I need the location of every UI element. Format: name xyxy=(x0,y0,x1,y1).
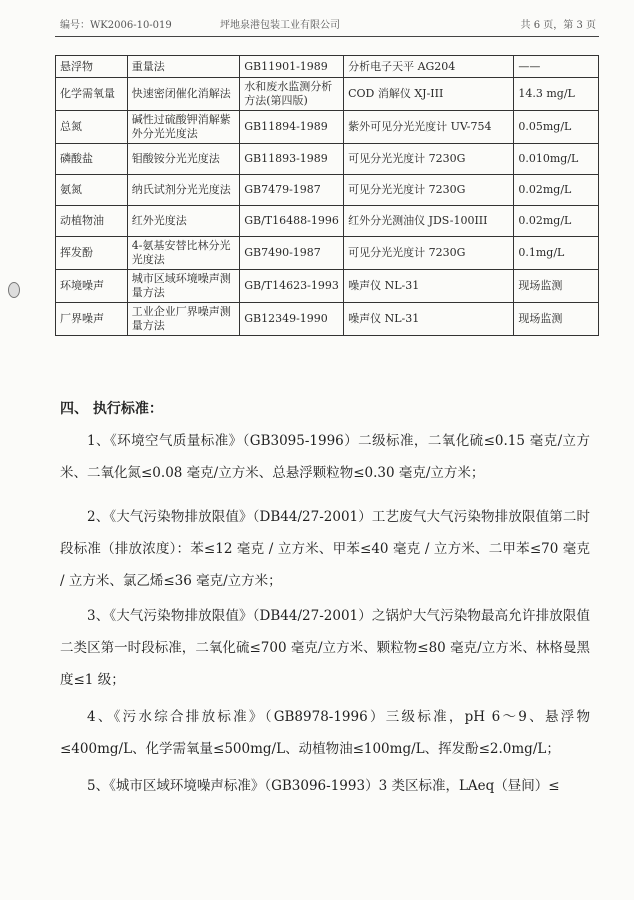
page-header xyxy=(60,12,596,32)
item-cell: 悬浮物 xyxy=(56,56,128,78)
instrument-cell: 紫外可见分光光度计 UV-754 xyxy=(344,111,514,144)
limit-cell: 14.3 mg/L xyxy=(514,78,599,111)
instrument-cell: 可见分光光度计 7230G xyxy=(344,175,514,206)
instrument-cell: COD 消解仪 XJ-III xyxy=(344,78,514,111)
instrument-cell: 噪声仪 NL-31 xyxy=(344,303,514,336)
method-cell: 纳氏试剂分光光度法 xyxy=(127,175,239,206)
standard-paragraph-2: 2、《大气污染物排放限值》（DB44/27-2001）工艺废气大气污染物排放限值第二时段标准（排放浓度）：苯≤12 毫克 / 立方米、甲苯≤40 毫克 / 立方米、二甲苯≤70 毫克 / 立方米、氯乙烯≤36 毫克/立方米； xyxy=(60,509,590,589)
standard-cell: GB11894-1989 xyxy=(240,111,344,144)
table-row xyxy=(56,237,599,270)
method-cell: 钼酸铵分光光度法 xyxy=(127,144,239,175)
header-divider xyxy=(55,36,599,37)
limit-cell: —— xyxy=(514,56,599,78)
item-cell: 挥发酚 xyxy=(56,237,128,270)
item-cell: 动植物油 xyxy=(56,206,128,237)
document-number: 编号：WK2006-10-019 xyxy=(60,20,172,31)
table-row xyxy=(56,144,599,175)
limit-cell: 现场监测 xyxy=(514,270,599,303)
method-cell: 红外光度法 xyxy=(127,206,239,237)
limit-cell: 0.02mg/L xyxy=(514,206,599,237)
limit-cell: 0.010mg/L xyxy=(514,144,599,175)
standard-cell: 水和废水监测分析方法(第四版) xyxy=(240,78,344,111)
item-cell: 氨氮 xyxy=(56,175,128,206)
method-cell: 重量法 xyxy=(127,56,239,78)
instrument-cell: 可见分光光度计 7230G xyxy=(344,237,514,270)
standard-paragraph-4: 4、《污水综合排放标准》（GB8978-1996）三级标准，pH 6～9、悬浮物≤400mg/L、化学需氧量≤500mg/L、动植物油≤100mg/L、挥发酚≤2.0mg/L； xyxy=(60,709,590,757)
table-row xyxy=(56,270,599,303)
standard-cell: GB/T14623-1993 xyxy=(240,270,344,303)
instrument-cell: 分析电子天平 AG204 xyxy=(344,56,514,78)
limit-cell: 0.1mg/L xyxy=(514,237,599,270)
limit-cell: 现场监测 xyxy=(514,303,599,336)
table-row xyxy=(56,175,599,206)
method-cell: 城市区域环境噪声测量方法 xyxy=(127,270,239,303)
page-counter: 共 6 页，第 3 页 xyxy=(520,20,596,31)
analysis-methods-table xyxy=(55,55,599,336)
method-cell: 快速密闭催化消解法 xyxy=(127,78,239,111)
standard-paragraph-5: 5、《城市区域环境噪声标准》（GB3096-1993）3 类区标准，LAeq（昼间）≤ xyxy=(87,778,560,794)
table-row xyxy=(56,111,599,144)
table-row xyxy=(56,303,599,336)
standard-cell: GB11901-1989 xyxy=(240,56,344,78)
standard-cell: GB12349-1990 xyxy=(240,303,344,336)
method-cell: 工业企业厂界噪声测量方法 xyxy=(127,303,239,336)
table-row xyxy=(56,206,599,237)
method-cell: 4-氨基安替比林分光光度法 xyxy=(127,237,239,270)
table-row xyxy=(56,78,599,111)
instrument-cell: 可见分光光度计 7230G xyxy=(344,144,514,175)
binding-hole-mark xyxy=(8,282,20,298)
instrument-cell: 噪声仪 NL-31 xyxy=(344,270,514,303)
limit-cell: 0.05mg/L xyxy=(514,111,599,144)
standard-paragraph-3: 3、《大气污染物排放限值》（DB44/27-2001）之锅炉大气污染物最高允许排放限值二类区第一时段标准，二氧化硫≤700 毫克/立方米、颗粒物≤80 毫克/立方米、林格曼黑度≤1 级； xyxy=(60,608,590,688)
standard-cell: GB/T16488-1996 xyxy=(240,206,344,237)
item-cell: 磷酸盐 xyxy=(56,144,128,175)
section-title: 四、 执行标准： xyxy=(60,401,163,417)
standard-cell: GB11893-1989 xyxy=(240,144,344,175)
standard-cell: GB7479-1987 xyxy=(240,175,344,206)
item-cell: 环境噪声 xyxy=(56,270,128,303)
standard-paragraph-1: 1、《环境空气质量标准》（GB3095-1996）二级标准，二氧化硫≤0.15 毫克/立方米、二氧化氮≤0.08 毫克/立方米、总悬浮颗粒物≤0.30 毫克/立方米； xyxy=(60,433,590,481)
method-cell: 碱性过硫酸钾消解紫外分光光度法 xyxy=(127,111,239,144)
item-cell: 总氮 xyxy=(56,111,128,144)
item-cell: 厂界噪声 xyxy=(56,303,128,336)
table-row xyxy=(56,56,599,78)
instrument-cell: 红外分光测油仪 JDS-100III xyxy=(344,206,514,237)
limit-cell: 0.02mg/L xyxy=(514,175,599,206)
standard-cell: GB7490-1987 xyxy=(240,237,344,270)
company-name: 坪地泉港包装工业有限公司 xyxy=(220,20,340,31)
item-cell: 化学需氧量 xyxy=(56,78,128,111)
